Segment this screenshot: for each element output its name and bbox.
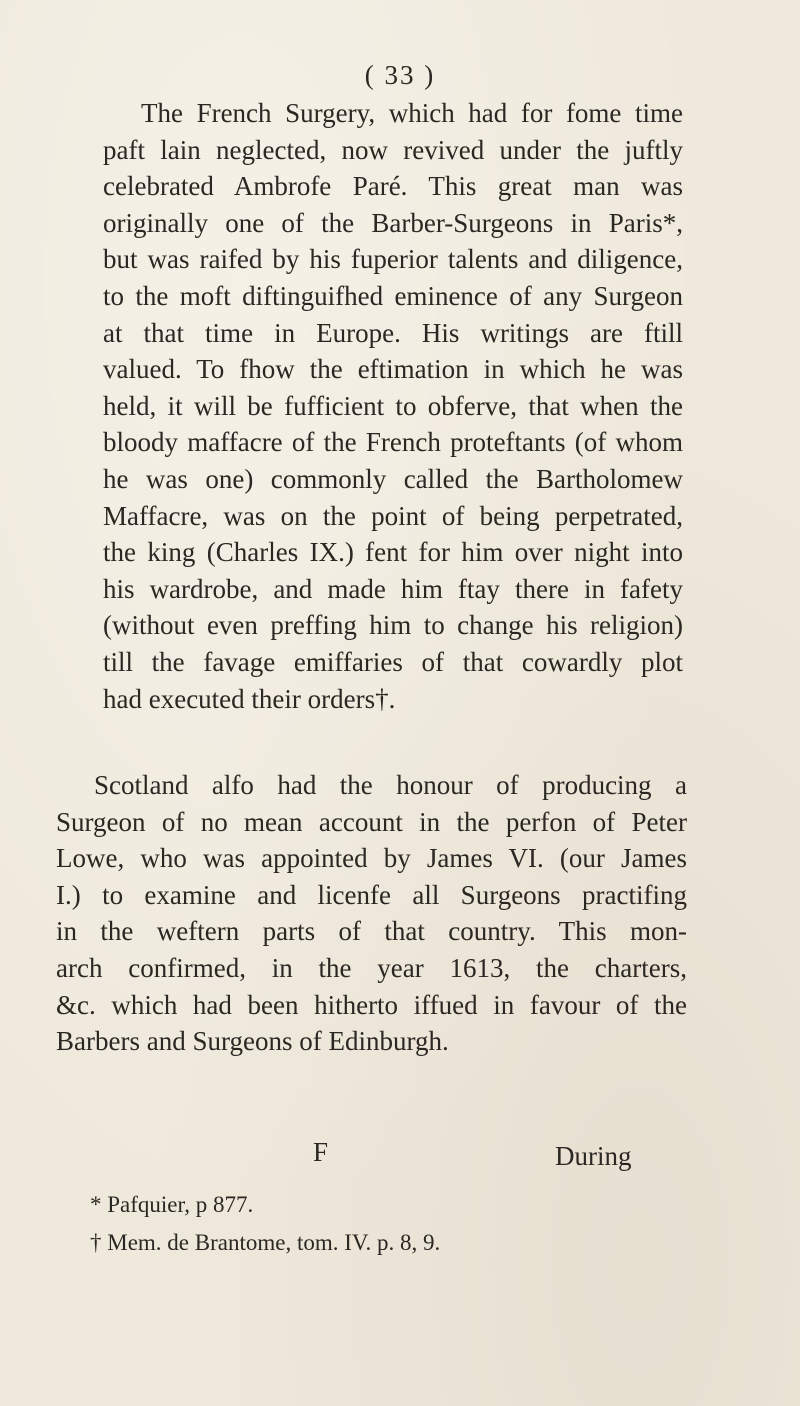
text-line: his wardrobe, and made him ftay there in fafety: [103, 573, 683, 604]
text-line: Surgeon of no mean account in the perfon of Peter: [56, 806, 687, 837]
page-number: ( 33 ): [364, 60, 436, 90]
text-line: held, it will be fufficient to obferve, that when the: [103, 390, 683, 421]
text-line: paft lain neglected, now revived under the juftly: [103, 134, 683, 165]
text-line: originally one of the Barber-Surgeons in Paris*,: [103, 207, 683, 238]
text-line: bloody maffacre of the French proteftants (of whom: [103, 427, 683, 458]
text-line: in the weftern parts of that country. This mon-: [56, 916, 687, 947]
text-line: arch confirmed, in the year 1613, the charters,: [56, 952, 687, 983]
text-line: Barbers and Surgeons of Edinburgh.: [56, 1026, 449, 1057]
paragraph-lowe: [56, 767, 687, 1060]
signature-mark: F: [313, 1137, 329, 1167]
text-line: he was one) commonly called the Bartholomew: [103, 463, 683, 494]
text-line: the king (Charles IX.) fent for him over night into: [103, 537, 683, 568]
catchword: During: [555, 1141, 632, 1171]
text-line: &c. which had been hitherto iffued in favour of the: [56, 989, 687, 1020]
text-line: I.) to examine and licenfe all Surgeons practifing: [56, 879, 687, 910]
footnote-brantome: † Mem. de Brantome, tom. IV. p. 8, 9.: [90, 1230, 441, 1255]
text-line: had executed their orders†.: [103, 683, 396, 714]
text-line: at that time in Europe. His writings are ftill: [103, 317, 683, 348]
text-line: (without even preffing him to change his religion): [103, 610, 683, 641]
text-line: but was raifed by his fuperior talents and diligence,: [103, 244, 683, 275]
paragraph-pare: [103, 95, 683, 717]
text-line: Scotland alfo had the honour of producing a: [94, 770, 687, 800]
footnote-pasquier: * Pafquier, p 877.: [90, 1192, 254, 1217]
text-line: till the favage emiffaries of that cowardly plot: [103, 646, 683, 677]
text-line: Maffacre, was on the point of being perpetrated,: [103, 500, 683, 531]
text-line: celebrated Ambrofe Paré. This great man was: [103, 171, 683, 202]
text-line: Lowe, who was appointed by James VI. (our James: [56, 843, 687, 874]
text-line: valued. To fhow the eftimation in which he was: [103, 354, 683, 385]
text-line: to the moft diftinguifhed eminence of any Surgeon: [103, 280, 683, 311]
text-line: The French Surgery, which had for fome time: [141, 98, 683, 128]
